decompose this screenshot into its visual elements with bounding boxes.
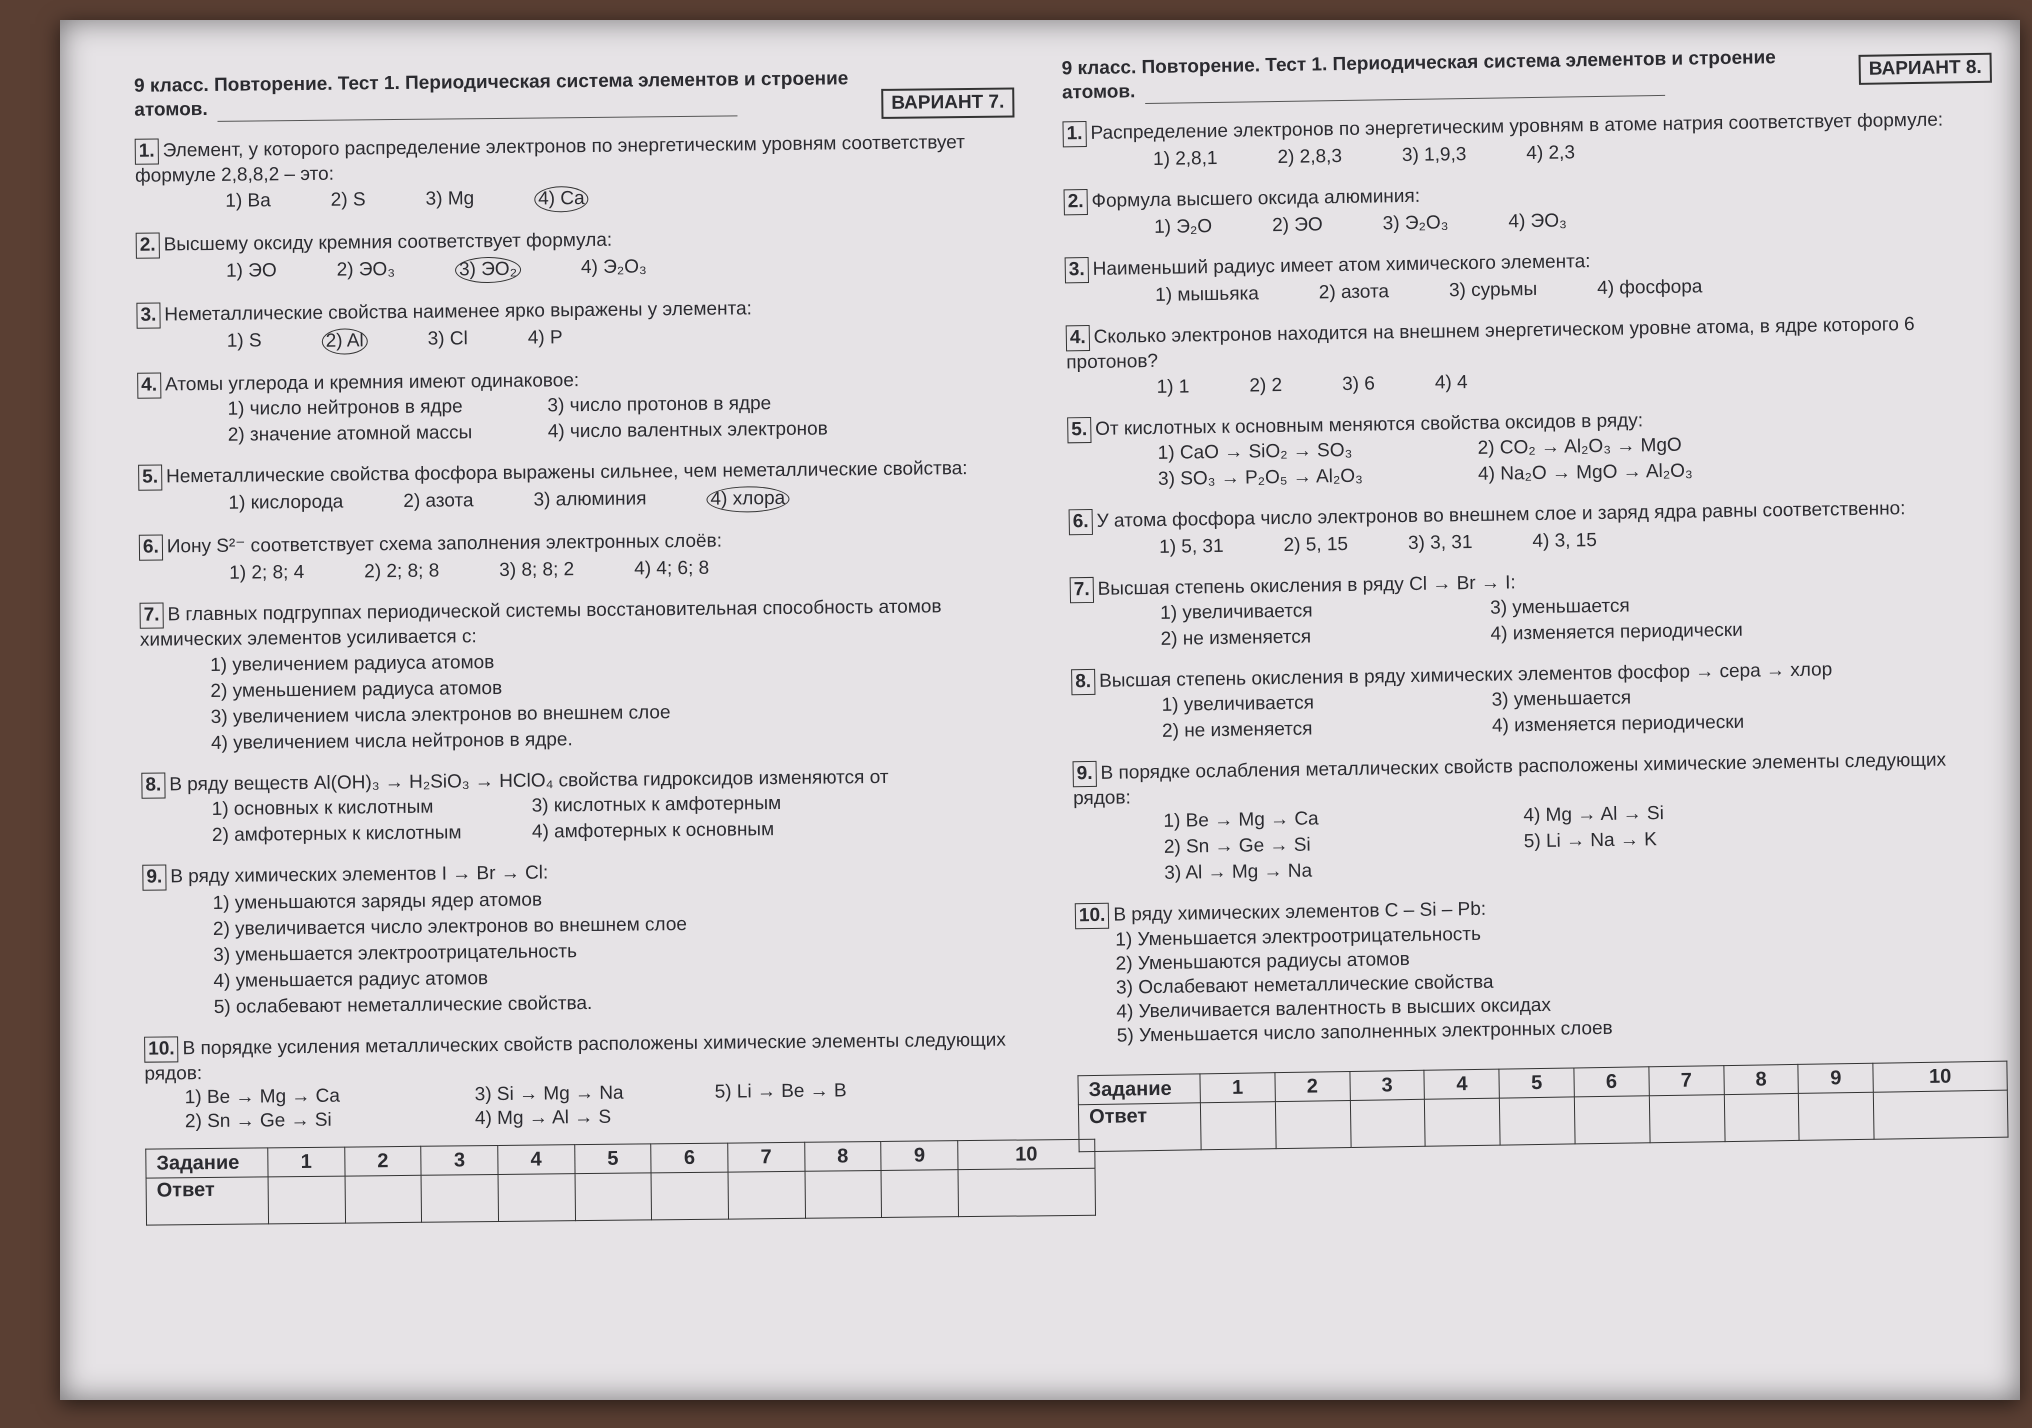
option[interactable]: 3) Mg xyxy=(425,188,475,210)
title-line-1: 9 класс. Повторение. Тест 1. Периодическая система элементов и строение xyxy=(1061,47,1776,80)
answer-cell[interactable] xyxy=(575,1173,652,1221)
variant-7 xyxy=(134,65,1046,1225)
answer-cell[interactable] xyxy=(1425,1098,1501,1146)
question-5 xyxy=(138,455,1039,518)
option[interactable]: 3) уменьшается xyxy=(1489,595,1630,619)
option[interactable]: 1) 1 xyxy=(1156,376,1190,398)
option[interactable]: 4) 4; 6; 8 xyxy=(634,557,710,580)
option[interactable]: 4) P xyxy=(527,327,563,349)
option[interactable] xyxy=(715,1102,955,1129)
question-text: Наименьший радиус имеет атом химического элемента: xyxy=(1092,251,1591,280)
question-text: Высшему оксиду кремния соответствует формула: xyxy=(163,229,613,256)
answer-cell[interactable] xyxy=(1799,1092,1875,1140)
question-6 xyxy=(139,525,1039,586)
question-1 xyxy=(135,129,1036,216)
option[interactable] xyxy=(1524,851,1824,880)
question-text: От кислотных к основным меняются свойства оксидов в ряду: xyxy=(1094,410,1644,440)
col-10: 10 xyxy=(958,1139,1095,1169)
option[interactable]: 1) 2,8,1 xyxy=(1152,147,1218,170)
col-1: 1 xyxy=(268,1147,345,1177)
option[interactable]: 2) 2 xyxy=(1249,374,1283,397)
answer-cell[interactable] xyxy=(881,1170,958,1218)
answer-cell[interactable] xyxy=(1350,1099,1426,1147)
option[interactable]: 1) S xyxy=(226,330,262,352)
variant-7-header xyxy=(134,65,1034,122)
question-6 xyxy=(1069,495,2000,562)
option[interactable]: 3) Э₂О₃ xyxy=(1382,212,1449,235)
option[interactable]: 5) ослабевают неметаллические свойства. xyxy=(213,992,593,1018)
option[interactable]: 3) 8; 8; 2 xyxy=(499,559,575,581)
table-header-answer: Ответ xyxy=(1078,1103,1201,1152)
question-number: 9. xyxy=(142,864,166,890)
option[interactable]: 4) фосфора xyxy=(1597,276,1703,299)
answer-cell[interactable] xyxy=(805,1170,882,1218)
question-number: 3. xyxy=(136,302,160,328)
option[interactable]: 2) 5, 15 xyxy=(1283,533,1349,556)
answer-cell[interactable] xyxy=(1574,1096,1650,1144)
option[interactable]: 1) Be → Mg → Ca xyxy=(1163,808,1319,832)
option[interactable]: 3) 1,9,3 xyxy=(1401,144,1467,167)
question-number: 5. xyxy=(1067,417,1091,443)
option[interactable]: 2) ЭО xyxy=(1271,214,1323,237)
option[interactable]: 2) не изменяется xyxy=(1161,718,1313,742)
worksheet-sheet xyxy=(60,20,2020,1400)
title-line-2: атомов. xyxy=(134,98,208,121)
question-2 xyxy=(1064,175,1995,242)
question-9 xyxy=(142,855,1044,1020)
question-number: 1. xyxy=(1062,121,1086,147)
option[interactable]: 1) увеличивается xyxy=(1161,692,1315,716)
title-line-1: 9 класс. Повторение. Тест 1. Периодическая система элементов и строение xyxy=(134,68,849,97)
question-text: В порядке ослабления металлических свойств расположены химические элементы следующих рядов: xyxy=(1072,749,1947,810)
col-10: 10 xyxy=(1873,1061,2007,1092)
option[interactable]: 5) Уменьшается число заполненных электронных слоев xyxy=(1116,1017,1613,1047)
option[interactable]: 2) увеличивается число электронов во внешнем слое xyxy=(212,914,688,940)
option[interactable]: 1) число нейтронов в ядре xyxy=(227,396,463,420)
option[interactable]: 2) уменьшением радиуса атомов xyxy=(210,677,503,702)
option[interactable]: 4) Увеличивается валентность в высших оксидах xyxy=(1116,994,1552,1023)
option-circled[interactable]: 4) число валентных электронов xyxy=(547,418,828,443)
answer-cell[interactable] xyxy=(651,1172,728,1220)
col-5: 5 xyxy=(1499,1068,1574,1098)
option-circled[interactable]: 2) Al xyxy=(322,328,368,354)
option[interactable]: 3) число протонов в ядре xyxy=(547,393,772,417)
option[interactable]: 4) Mg → Al → Si xyxy=(1523,803,1664,827)
option[interactable]: 3) Al → Mg → Na xyxy=(1164,860,1313,884)
answer-cell[interactable] xyxy=(728,1171,805,1219)
option[interactable]: 1) Уменьшается электроотрицательность xyxy=(1115,923,1482,951)
question-text: Сколько электронов находится на внешнем энергетическом уровне атома, в ядре которого 6 протонов? xyxy=(1066,314,1915,374)
option[interactable]: 4) изменяется периодически xyxy=(1491,711,1745,737)
option[interactable]: 4) ЭО₃ xyxy=(1508,210,1567,233)
option[interactable]: 3) увеличением числа электронов во внешнем слое xyxy=(210,702,671,728)
table-header-task: Задание xyxy=(1078,1074,1200,1105)
question-number: 2. xyxy=(136,232,160,258)
variant-8 xyxy=(1061,43,2008,1152)
option-circled[interactable]: 4) хлора xyxy=(706,486,789,513)
answer-cell[interactable] xyxy=(1873,1090,2008,1139)
variant-badge: ВАРИАНТ 7. xyxy=(881,88,1014,119)
question-text: Атомы углерода и кремния имеют одинаковое: xyxy=(164,370,580,396)
answer-cell[interactable] xyxy=(1649,1095,1725,1143)
option[interactable]: 1) мышьяка xyxy=(1155,283,1259,306)
option[interactable]: 1) Be → Mg → Ca xyxy=(184,1085,341,1109)
answer-cell[interactable] xyxy=(1275,1100,1351,1148)
col-9: 9 xyxy=(1798,1063,1873,1093)
option[interactable]: 4) увеличением числа нейтронов в ядре. xyxy=(210,729,573,754)
option-circled[interactable]: 4) Ca xyxy=(534,186,589,213)
question-number: 7. xyxy=(1070,577,1094,603)
option[interactable]: 3) кислотных к амфотерным xyxy=(531,793,782,817)
option[interactable]: 4) 4 xyxy=(1434,372,1468,394)
option[interactable]: 2) амфотерных к кислотным xyxy=(211,822,462,846)
question-text: Элемент, у которого распределение электронов по энергетическим уровням соответствует формуле 2,8,8,2 – это: xyxy=(134,132,966,187)
question-10 xyxy=(144,1027,1045,1134)
option[interactable]: 1) 2; 8; 4 xyxy=(229,561,305,584)
option[interactable]: 2) 2; 8; 8 xyxy=(364,560,440,583)
col-2: 2 xyxy=(344,1146,421,1176)
option[interactable]: 4) Э₂О₃ xyxy=(580,256,647,279)
option[interactable]: 4) амфотерных к основным xyxy=(531,819,775,843)
question-text: Неметаллические свойства фосфора выражены сильнее, чем неметаллические свойства: xyxy=(165,458,968,488)
col-8: 8 xyxy=(804,1141,881,1171)
option[interactable]: 3) сурьмы xyxy=(1448,278,1538,302)
option[interactable]: 4) Na₂O → MgO → Al₂O₃ xyxy=(1477,460,1693,485)
question-7 xyxy=(140,593,1042,756)
question-9 xyxy=(1073,747,2005,888)
col-6: 6 xyxy=(651,1143,728,1173)
col-4: 4 xyxy=(498,1145,575,1175)
question-text: Неметаллические свойства наименее ярко выражены у элемента: xyxy=(164,298,752,326)
question-number: 4. xyxy=(1066,325,1090,351)
option[interactable]: 3) уменьшается электроотрицательность xyxy=(213,941,578,966)
option[interactable]: 2) азота xyxy=(1318,281,1390,304)
answer-table xyxy=(1077,1061,2008,1153)
question-number: 2. xyxy=(1064,189,1088,215)
question-number: 8. xyxy=(141,772,165,798)
col-9: 9 xyxy=(881,1141,958,1171)
option[interactable]: 1) Э₂О xyxy=(1153,216,1213,238)
col-1: 1 xyxy=(1200,1073,1275,1103)
question-5 xyxy=(1067,403,1998,494)
option[interactable]: 3) Ослабевают неметаллические свойства xyxy=(1115,971,1494,999)
question-3 xyxy=(1065,243,1996,310)
option[interactable]: 2) значение атомной массы xyxy=(227,422,473,446)
option[interactable]: 3) Cl xyxy=(427,328,468,350)
question-number: 1. xyxy=(135,138,159,164)
option[interactable]: 2) 2,8,3 xyxy=(1277,145,1343,168)
answer-cell[interactable] xyxy=(1200,1102,1276,1150)
option[interactable]: 1) ЭО xyxy=(225,260,277,282)
option[interactable]: 2) азота xyxy=(403,490,474,512)
option[interactable]: 4) Mg → Al → S xyxy=(474,1106,612,1130)
question-text: Распределение электронов по энергетическим уровням в атоме натрия соответствует формуле: xyxy=(1090,109,1944,144)
question-7 xyxy=(1070,563,2001,654)
col-6: 6 xyxy=(1574,1067,1649,1097)
question-3 xyxy=(136,293,1037,356)
question-number: 6. xyxy=(139,534,163,560)
answer-cell[interactable] xyxy=(268,1176,345,1224)
answer-cell[interactable] xyxy=(345,1175,422,1223)
option[interactable]: 1) 5, 31 xyxy=(1159,535,1224,558)
option[interactable]: 2) Sn → Ge → Si xyxy=(1163,834,1311,858)
variant-8-header xyxy=(1061,43,1992,106)
question-number: 10. xyxy=(1075,903,1110,930)
option-circled[interactable]: 3) ЭО₂ xyxy=(455,257,521,284)
question-10 xyxy=(1075,889,2007,1050)
question-4 xyxy=(137,363,1038,448)
title-line-2: атомов. xyxy=(1061,81,1136,104)
table-header-task: Задание xyxy=(146,1148,268,1178)
col-3: 3 xyxy=(1350,1070,1425,1100)
option[interactable]: 1) кислорода xyxy=(228,491,344,514)
question-text: В главных подгруппах периодической системы восстановительная способность атомов химических элементов усиливается с: xyxy=(139,596,942,651)
question-text: Формула высшего оксида алюминия: xyxy=(1091,185,1421,212)
option[interactable]: 5) Li → Na → K xyxy=(1523,829,1658,853)
option[interactable]: 2) CO₂ → Al₂O₃ → MgO xyxy=(1477,434,1682,459)
option[interactable]: 4) 2,3 xyxy=(1526,142,1576,165)
col-7: 7 xyxy=(728,1142,805,1172)
option[interactable]: 4) изменяется периодически xyxy=(1490,619,1743,645)
option[interactable]: 1) уменьшаются заряды ядер атомов xyxy=(212,889,543,914)
col-5: 5 xyxy=(574,1144,651,1174)
option[interactable]: 2) Sn → Ge → Si xyxy=(184,1109,332,1133)
question-text: В порядке усиления металлических свойств расположены химические элементы следующих рядов: xyxy=(144,1029,1006,1085)
option[interactable]: 1) увеличивается xyxy=(1160,600,1313,624)
option[interactable]: 3) Si → Mg → Na xyxy=(474,1082,624,1106)
question-number: 9. xyxy=(1073,761,1097,787)
col-3: 3 xyxy=(421,1145,498,1175)
option[interactable]: 3) SO₃ → P₂O₅ → Al₂O₃ xyxy=(1157,465,1363,490)
col-2: 2 xyxy=(1275,1071,1350,1101)
answer-cell[interactable] xyxy=(498,1174,575,1222)
question-text: В ряду химических элементов C – Si – Pb: xyxy=(1113,898,1487,926)
option[interactable]: 4) уменьшается радиус атомов xyxy=(213,968,489,992)
question-text: Высшая степень окисления в ряду Cl → Br → I: xyxy=(1097,572,1516,600)
answer-cell[interactable] xyxy=(958,1168,1096,1216)
option[interactable]: 2) не изменяется xyxy=(1160,626,1312,650)
answer-table xyxy=(145,1139,1096,1226)
question-text: Высшая степень окисления в ряду химических элементов фосфор → сера → хлор xyxy=(1098,659,1833,692)
question-number: 3. xyxy=(1065,257,1089,283)
option[interactable]: 4) 3, 15 xyxy=(1532,530,1598,553)
option[interactable]: 2) ЭО₃ xyxy=(336,259,396,281)
question-number: 8. xyxy=(1071,669,1095,695)
question-number: 10. xyxy=(144,1036,179,1062)
option[interactable]: 1) увеличением радиуса атомов xyxy=(210,652,495,676)
variant-badge: ВАРИАНТ 8. xyxy=(1859,53,1992,85)
answer-cell[interactable] xyxy=(1724,1093,1800,1141)
col-7: 7 xyxy=(1649,1066,1724,1096)
option[interactable]: 3) алюминия xyxy=(533,488,647,511)
col-8: 8 xyxy=(1723,1064,1798,1094)
question-8 xyxy=(141,763,1042,848)
question-number: 6. xyxy=(1069,509,1093,535)
option[interactable]: 3) 6 xyxy=(1341,373,1376,396)
question-2 xyxy=(136,223,1037,286)
option[interactable]: 3) 3, 31 xyxy=(1407,531,1473,554)
col-4: 4 xyxy=(1424,1069,1499,1099)
question-number: 4. xyxy=(137,372,161,398)
question-text: В ряду химических элементов I → Br → Cl: xyxy=(170,862,549,888)
question-text: У атома фосфора число электронов во внешнем слое и заряд ядра равны соответственно: xyxy=(1096,498,1906,532)
question-1 xyxy=(1062,107,1993,174)
question-text: Иону S²⁻ соответствует схема заполнения электронных слоёв: xyxy=(166,530,723,558)
option[interactable]: 3) уменьшается xyxy=(1491,687,1632,711)
question-text: В ряду веществ Al(OH)₃ → H₂SiO₃ → HClO₄ свойства гидроксидов изменяются от xyxy=(169,766,889,796)
answer-cell[interactable] xyxy=(1500,1097,1576,1145)
question-8 xyxy=(1071,655,2002,746)
question-number: 5. xyxy=(138,464,162,490)
answer-cell[interactable] xyxy=(421,1174,498,1222)
option[interactable]: 2) S xyxy=(330,189,366,211)
table-header-answer: Ответ xyxy=(146,1177,268,1225)
question-number: 7. xyxy=(140,602,164,628)
option[interactable]: 1) Ba xyxy=(225,190,271,212)
option[interactable]: 2) Уменьшаются радиусы атомов xyxy=(1115,949,1410,975)
option[interactable]: 1) CaO → SiO₂ → SO₃ xyxy=(1157,439,1353,464)
question-4 xyxy=(1066,311,1997,402)
option[interactable]: 5) Li → Be → B xyxy=(714,1080,847,1103)
option[interactable]: 1) основных к кислотным xyxy=(211,796,434,820)
